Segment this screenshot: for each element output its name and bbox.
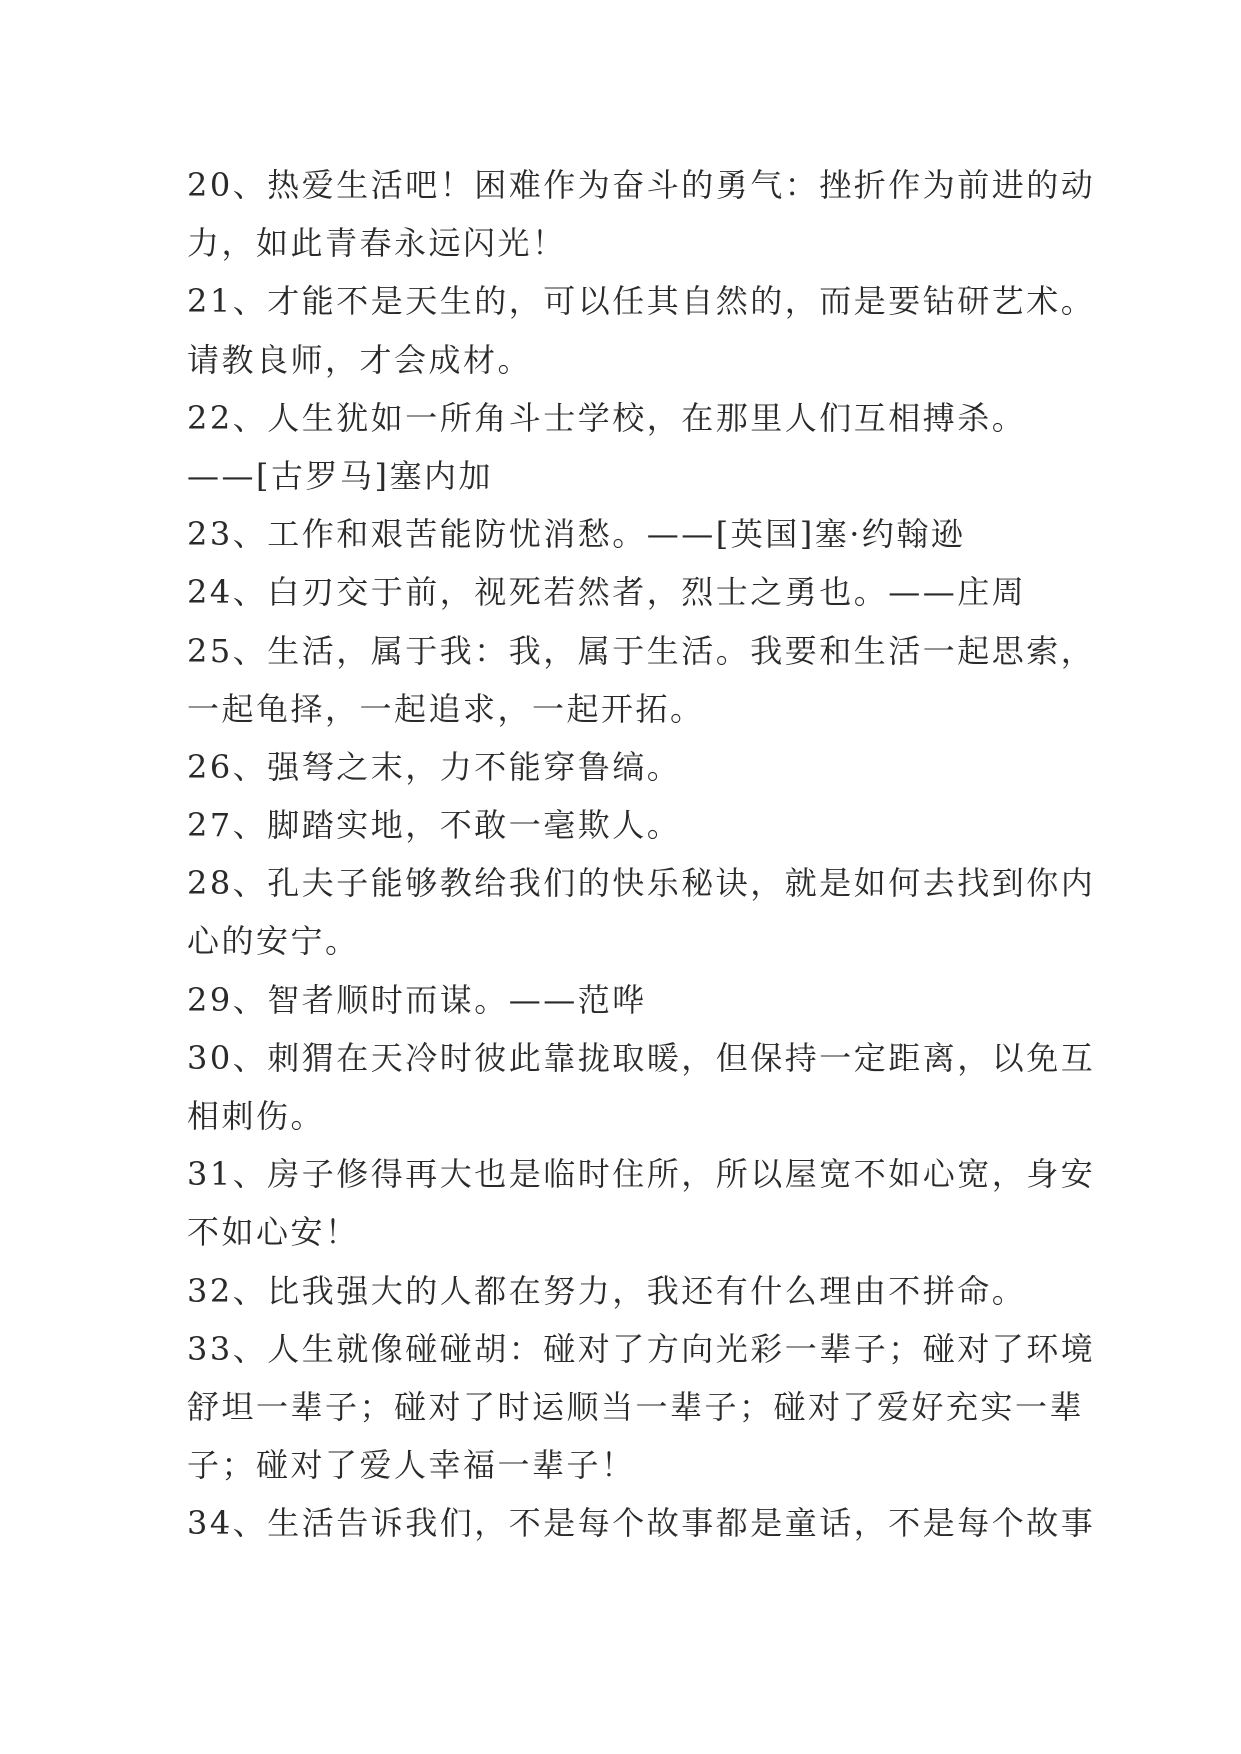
text-line: 相刺伤。: [187, 1097, 326, 1135]
text-line: 27、脚踏实地，不敢一毫欺人。: [187, 806, 682, 845]
text-line: 心的安宁。: [187, 922, 360, 961]
document-body: [187, 156, 1096, 1553]
text-line: 力，如此青春永远闪光！: [187, 224, 567, 263]
text-line: 30、刺猬在天冷时彼此靠拢取暖，但保持一定距离，以免互: [187, 1038, 1096, 1077]
text-line: 24、白刃交于前，视死若然者，烈士之勇也。——庄周: [187, 573, 1027, 612]
text-line: 22、人生犹如一所角斗士学校，在那里人们互相搏杀。: [187, 398, 1027, 437]
text-line: 请教良师，才会成材。: [187, 340, 533, 379]
text-line: 25、生活，属于我：我，属于生活。我要和生活一起思索，: [187, 631, 1096, 670]
text-line: 33、人生就像碰碰胡：碰对了方向光彩一辈子；碰对了环境: [187, 1329, 1096, 1368]
text-line: 28、孔夫子能够教给我们的快乐秘诀，就是如何去找到你内: [187, 864, 1096, 903]
text-line: 舒坦一辈子；碰对了时运顺当一辈子；碰对了爱好充实一辈: [187, 1387, 1085, 1426]
text-line: 34、生活告诉我们，不是每个故事都是童话，不是每个故事: [187, 1504, 1096, 1543]
text-line: 不如心安！: [187, 1213, 360, 1252]
text-line: 21、才能不是天生的，可以任其自然的，而是要钻研艺术。: [187, 282, 1096, 321]
text-line: 32、比我强大的人都在努力，我还有什么理由不拼命。: [187, 1271, 1027, 1310]
text-line: 子；碰对了爱人幸福一辈子！: [187, 1446, 636, 1485]
text-line: 一起龟择，一起追求，一起开拓。: [187, 689, 705, 728]
text-line: ——[古罗马]塞内加: [187, 456, 493, 495]
text-line: 31、房子修得再大也是临时住所，所以屋宽不如心宽，身安: [187, 1155, 1096, 1194]
text-line: 23、工作和艰苦能防忧消愁。——[英国]塞·约翰逊: [187, 515, 966, 554]
text-line: 29、智者顺时而谋。——范哗: [187, 980, 647, 1019]
text-line: 26、强弩之末，力不能穿鲁缟。: [187, 747, 682, 786]
text-line: 20、热爱生活吧！困难作为奋斗的勇气：挫折作为前进的动: [187, 166, 1096, 204]
